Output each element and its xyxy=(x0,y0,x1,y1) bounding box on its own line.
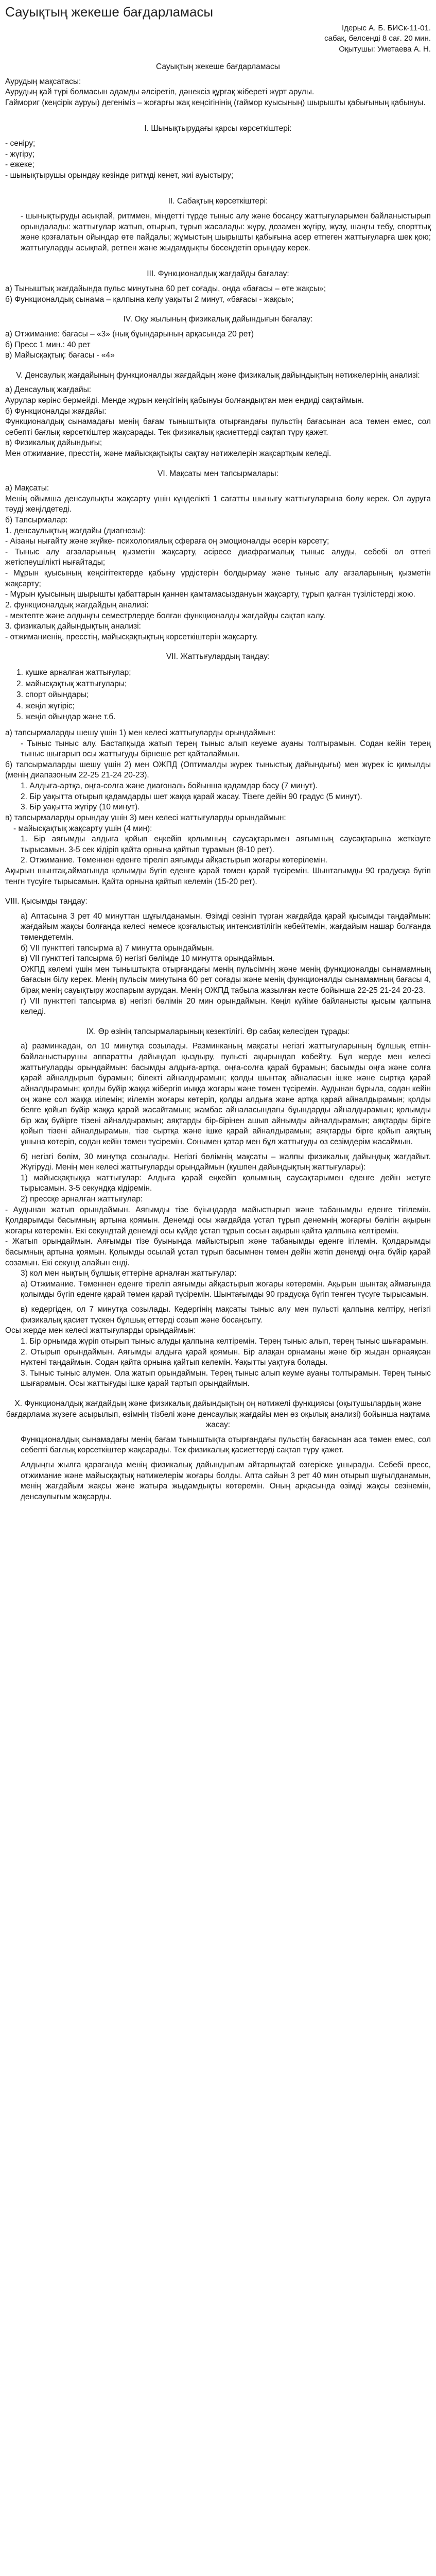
section-6-paragraph: 2. функционалдық жағдайдың анализі: xyxy=(5,600,149,609)
section-9-paragraph: 3) кол мен нықтың бұлшық еттеріне арналған жаттығулар: xyxy=(21,1269,237,1278)
section-3-heading: III. Функционалдық жағдайды бағалау: xyxy=(147,269,289,279)
section-6-paragraph: 1. денсаулықтың жағдайы (диагнозы): xyxy=(5,526,146,535)
section-7-paragraph: 2. Отжимание. Төменнен еденге тіреліп аяғымды айқастырып жоғары көтерілемін. xyxy=(21,856,327,865)
section-10-paragraph: Функционалдық сынамадағы менің бағам тыныштықта отырғандағы пульстің бағасынан аса төмен емес, сол себепті бағлық көрсеткіштер жақсарады. Тек физикалық қасиеттерді сақтап түру қажет. xyxy=(21,1435,431,1455)
section-10-paragraph: Алдыңғы жылға қарағанда менің физикалық дайындығым айтарлықтай өзгеріске ұшырады. Себебі пресс, отжимание және майысқақтық нәтижелерім жоғары болды. Апта сайын 3 рет 40 мин отырып шұғылданамын, менің жағдайым жақсы және жатыра жыдамдықты көтеремін. Оның арқасында өзімді жақсы сезінемін, денсаулығым жақсарды. xyxy=(21,1461,431,1501)
section-2-paragraph: - шынықтыруды асықпай, ритммен, міндетті түрде тыныс алу және босаңсу жаттығуларымен байланыстырып орындалады: жаттығулар жатып, отырып, тұрып жасалады: жүру, дозамен жүгіру, жүзу, шаңғы тебу, спорттық және қозғалатын ойындар өте пайдалы; жұмыстың шырышты қабығына асер етпеген жаттығуларға шек қою; жаттығуларды асықпай, ретпен және жыдамдықты бөсеңдетіп орындау керек. xyxy=(21,212,431,252)
section-1-heading: I. Шынықтырудағы қарсы көрсеткіштері: xyxy=(144,124,292,133)
section-7-paragraph: - майысқақтық жақсарту үшін (4 мин): xyxy=(13,824,152,833)
section-1-item: - сеніру; xyxy=(5,139,36,148)
document-title: Сауықтың жекеше бағдарламасы xyxy=(5,4,214,20)
section-9-paragraph: а) разминкадан, ол 10 минутқа созылады. Разминканың мақсаты негізгі жаттығуларының бұлшық етпін-байланыстырушы аппаратты дайындап қыздыру, пульсті ақырындап көбейту. Бұл жерде мен келесі жаттығуларды орындаймын: басымды алдыға-артқа, оңға-солға қарай бұрамын; басымды оңға және солға қарай айналдырып бұрамын; білекті айналдырамын; қолды шынтақ айналасын ішке және сыртқа қарай айналдырамын; қолды бүйір жаққа жібергіп иыққа жоғары және төмен түсіремін. Аудынан бұрыла, содан кейін оң және сол жаққа иілемін; иілемін жоғары көтеріп, қолды алдыға және артқа қарай айналдырамын; қолды белге қойып бүйір жаққа қарай жасайтамын; жамбас айналасындағы бұындарды айналдырамын; қолымды бір жақ бүйірге тізені айналдырамын; аяқтарды бір-бірінен ашып айнымды айналдырамын; аяқтарды біріге қойып тізені айналдырамын, тізе сыртқа және ішке қарай айналдырамын; аяқтарды бірге қойып аяқтың ұшына көтеріп, содан кейін төмен түсіремін. Сонымен қатар мен бұл жаттығуды өз сезімдерім жасаймын. xyxy=(21,1042,431,1146)
section-8-paragraph: а) Аптасына 3 рет 40 минуттан шұғылданамын. Өзімді сезініп түрган жағдайда қарай қысымды таңдаймын: жағдайым жақсы болғанда келесі немесе қозғалыстық интенсивтілігін көбейтемін, жағдайым нашар болғанда төмендетемін. xyxy=(21,911,431,942)
section-8-paragraph: г) VII пункттегі тапсырма в) негізгі бөлімін 20 мин орындаймын. Көңіл күйіме байланысты қысым қалпына келеді. xyxy=(21,996,431,1016)
section-8-paragraph: в) VII пункттегі тапсырма б) негізгі бөлімде 10 минутта орындаймын. xyxy=(21,954,275,963)
section-6-paragraph: - Мұрын қуысының кеңсігітектерде қабыну үрдістерін болдырмау және тыныс алу ағзаларының қызметін жақсарту; xyxy=(5,569,431,588)
section-1-item: - ежеке; xyxy=(5,160,34,170)
section-8-paragraph: б) VII пункттегі тапсырма а) 7 минутта орындаймын. xyxy=(21,943,214,953)
section-9-paragraph: Осы жерде мен келесі жаттығуларды орындаймын: xyxy=(5,1326,196,1335)
section-7-heading: VII. Жаттығулардың таңдау: xyxy=(166,652,270,662)
section-10-heading: X. Функционалдық жағдайдың және физикалық дайындықтың оң нәтижелі функциясы (оқытушылардың және бағдарлама жүзеге асырылып, өзімнің тізбелі және денсаулық жағдайы мен өз оқылық анализі) бойынша нақтама жасау: xyxy=(6,1399,430,1430)
list-item: 3. спорт ойындары; xyxy=(16,690,89,700)
section-2-heading: II. Сабақтың көрсеткіштері: xyxy=(168,197,268,206)
section-9-paragraph: - Жатып орындаймын. Аяғымды тізе буынында майыстырып және табанымды еденге ігілемін. Қолдарымды басымның артына қоямын. Қолымды осылай ұстап тұрып басымнен төмен дейін жетіп денемді оңға бүйір қарай созамын. Екі секунд алайын енді. xyxy=(5,1237,431,1267)
section-9-paragraph: в) кедергіден, ол 7 минутқа созылады. Кедергінің мақсаты тыныс алу мен пульсті қалпына келтіру, негізгі физикалық қасиет түскен бұлшық еттерді созып және босаңсыту. xyxy=(21,1305,431,1325)
section-7-paragraph: 2. Бір уақытта отырып қадамдарды шет жаққа қарай жасау. Тізеге дейін 90 градус (5 минут). xyxy=(21,792,362,801)
section-9-paragraph: - Аудынан жатып орындаймын. Аяғымды тізе бүіындарда майыстырып және табанымды еденге тігілемін. Қолдарымды басымның артына қоямын. Денемді осы жағдайда үстап тұрып денемнің жоғарғы бөлігін ақырын жоғары көтеремін. Екі секундтай денемді осы күйде ұстап тұрып сосын ақырын қайта қалпына келтіремін. xyxy=(5,1205,431,1235)
list-item: 2. майысқақтық жаттығулары; xyxy=(16,679,127,688)
program-heading: Сауықтың жекеше бағдарламасы xyxy=(156,62,280,71)
list-item: 1. кушке арналған жаттығулар; xyxy=(16,668,131,677)
section-4-item: б) Пресс 1 мин.: 40 рет xyxy=(5,340,91,349)
section-8-heading: VIII. Қысымды таңдау: xyxy=(5,897,88,906)
section-6-paragraph: б) Тапсырмалар: xyxy=(5,516,68,525)
list-item: 4. жеңіл жүгіріс; xyxy=(16,701,75,710)
section-5-paragraph: в) Физикалық дайындығы; xyxy=(5,438,102,448)
section-6-paragraph: - отжиманиенің, пресстің, майысқақтықтың көрсеткіштерін жақсарту. xyxy=(5,632,258,641)
section-6-paragraph: - Тыныс алу ағзаларының қызметін жақсарту, асіресе диафрагмалық тыныс алуды, себебі ол оттегі жетіспеушілікті нығайтады; xyxy=(5,547,431,567)
section-6-paragraph: 3. физикалық дайындықтың анализі: xyxy=(5,622,141,631)
section-7-paragraph: Ақырын шынтақ,аймағында қолымды бүгіп еденге қарай төмен қарай түсіремін. Шынтағымды 90 градусқа бүгіп тенгн түсуіге тырысамын. Қайта орнына қайтып келемін (15-20 рет). xyxy=(5,866,431,886)
section-5-paragraph: Функционалдық сынамадағы менің бағам тыныштықта отырғандағы пульстің бағасынан аса төмен емес, сол себепті бағлық көрсеткіштер жақсарады. Тек физикалық қасиеттерді сақтап түру қажет. xyxy=(5,417,431,437)
section-5-paragraph: Мен отжимание, пресстің, және майысқақтықты сақтау нәтижелерін жақсартқым келеді. xyxy=(5,449,332,458)
section-3-paragraph: б) Функционалдық сынама – қалпына келу уақыты 2 минут, «бағасы - жақсы»; xyxy=(5,295,294,304)
intro-paragraph-3: Гаймориг (кеңсірік ауруы) дегеніміз – жоғарғы жақ кеңсігінінің (гаймор куысының) шырышты қабығының қабынуы. xyxy=(5,98,426,107)
section-9-paragraph: б) негізгі бөлім, 30 минутқа созылады. Негізгі бөлімнің мақсаты – жалпы физикалық дайындық жағдайыт. Жүгіруді. Менің мен келесі жаттығуларды орындаймын (кушпен дайындықтың жаттығулары): xyxy=(21,1152,431,1172)
list-item: 5. жеңіл ойындар және т.б. xyxy=(16,713,116,722)
section-9-paragraph: 2. Отырып орындаймын. Аяғымды алдыға қарай қоямын. Бір алақан орнаманы және бір жыдан орнаяқсан нүктені таңдаймын. Содан қайта орнына қайтып келемін. Ұақытты уақтуға болады. xyxy=(21,1347,431,1367)
section-1-item: - шынықтырушы орындау кезінде ритмді кенет, жиі ауыстыру; xyxy=(5,171,234,180)
section-7-paragraph: - Тыныс тыныс алу. Бастапқыда жатып терең тыныс алып кеуеме ауаны толтырамын. Содан кейін терең тыныс шығарып осы жаттығуды бірнеше рет қайталаймын. xyxy=(21,739,431,759)
section-5-paragraph: а) Денсаулық жағдайы: xyxy=(5,385,92,395)
section-9-paragraph: 1) майысқақтыққа жаттығулар: Алдыға қарай еңкейіп қолымның саусақтарымен еденге дейін жетуге тырысамын. 3-5 секундқа кідіремін. xyxy=(21,1173,431,1193)
section-8-paragraph: ОЖПД көлемі үшін мен тыныштықта отырғандағы менің пульсімнің және менің функционалды сынамамның бағасын білу керек. Менің пульсім минутына 60 рет соғады және менің функционалды сынамамның бағасы 4, бірақ менің сауықтыру жоспарым аурудан. Менің ОЖПД табыла жазылған кесте бойынша 22-25 21-24 20-23. xyxy=(21,964,431,995)
section-7-paragraph: в) тапсырмаларды орындау үшін 3) мен келесі жаттығуларды орындаймын: xyxy=(5,813,286,822)
author-line: Ідерыс А. Б. БИСк-11-01. xyxy=(341,24,431,33)
document-meta xyxy=(5,23,431,55)
section-3-paragraph: а) Тыныштық жағдайында пульс минутына 60 рет соғады, онда «бағасы – өте жақсы»; xyxy=(5,284,326,294)
section-9-heading: IX. Өр өзінің тапсырмаларының кезектілігі. Өр сабақ келесіден тұрады: xyxy=(86,1027,350,1036)
section-9-paragraph: а) Отжимание. Төменнен еденге тіреліп аяғымды айқастырып жоғары көтеремін. Ақырын шынтақ аймағында қолымды бүгіп еденге қарай төмен қарай түсіремін. Шынтағымды 90 градусқа бүгіп тенген түсуге тырысамын. xyxy=(21,1279,431,1299)
section-1-item: - жүгіру; xyxy=(5,149,35,159)
intro-paragraph-2: Аурудың қай түрі болмасын адамды әлсіретіп, дәнексіз құрғақ жібереті жүрт арулы. xyxy=(5,88,315,97)
section-6-paragraph: - Аізаны нығайту және жүйке- психологиялық сфераға оң эмоционалды әсерін көрсету; xyxy=(5,537,329,546)
section-6-paragraph: а) Мақсаты: xyxy=(5,484,49,493)
section-6-paragraph: - мектепте және алдыңғы семестрлерде болған функционалды жағдайды сақтап калу. xyxy=(5,611,325,620)
section-9-paragraph: 3. Тыныс тыныс алумен. Ола жатып орындаймын. Терең тыныс алып кеуме ауаны толтырамын. Терең тыныс шығарамын. Осы жаттығуды ішке қарай тартып орындаймын. xyxy=(21,1368,431,1388)
section-4-heading: IV. Оқу жылының физикалық дайындығын бағалау: xyxy=(123,315,313,324)
section-6-paragraph: Менің ойымша денсаулықты жақсарту үшін күнделікті 1 сағатты шынығу жаттығуларына бөлу керек. Ол ауруға тәуді жеңілдетеді. xyxy=(5,494,431,514)
section-6-paragraph: - Мұрын қуысының шырышты қабаттарын қаннен қамтамасыздануын жақсарту, тұрып қалған түзілістерді жою. xyxy=(5,590,415,599)
section-9-paragraph: 1. Бір орнымда жүріп отырып тыныс алуды қалпына келтіремін. Терең тыныс алып, терең тыныс шығарамын. xyxy=(21,1336,428,1346)
section-7-paragraph: б) тапсырмаларды шешу үшін 2) мен ОЖПД (Оптималды жүрек тыныстық дайындығы) мен жүрек іс қимылды (менің диапазоным 22-25 21-24 20-23). xyxy=(5,760,431,780)
section-6-heading: VI. Мақсаты мен тапсырмалары: xyxy=(158,469,278,478)
section-7-paragraph: 3. Бір уақытта жүгіру (10 минут). xyxy=(21,803,140,812)
teacher-line: Оқытушы: Уметаева А. Н. xyxy=(339,44,431,54)
section-4-item: в) Майысқақтық: бағасы - «4» xyxy=(5,351,115,360)
section-5-paragraph: Аурулар көрінс бермейді. Менде жұрын кеңсігінің қабынуы болғандықтан мен ендиді сақтаймын. xyxy=(5,396,364,405)
intro-paragraph-1: Аурудың мақсатасы: xyxy=(5,77,81,86)
exercise-list xyxy=(5,668,431,723)
section-5-heading: V. Денсаулық жағдайының функционалды жағдайдың және физикалық дайындықтың нәтижелерінің анализі: xyxy=(16,370,420,380)
section-4-item: а) Отжимание: бағасы – «3» (нық бұындарының арқасында 20 рет) xyxy=(5,329,254,338)
section-7-paragraph: 1. Алдыға-артқа, оңға-солға және диагональ бойынша қадамдар басу (7 минут). xyxy=(21,782,318,791)
section-7-paragraph: а) тапсырмаларды шешу үшін 1) мен келесі жаттығуларды орындаймын: xyxy=(5,728,276,738)
section-5-paragraph: б) Функционалды жағдайы: xyxy=(5,406,107,416)
section-9-paragraph: 2) прессқе арналған жаттығулар: xyxy=(21,1195,143,1204)
section-7-paragraph: 1. Бір аяғымды алдыға қойып еңкейіп қолымның саусақтарымен аяғымның саусақтарына жеткізуге тырысамын. 3-5 сек кідіріп қайта орнына қайтып тұрамын (8-10 рет). xyxy=(21,835,431,854)
class-line: сабақ, белсенді 8 сағ. 20 мин. xyxy=(324,34,431,43)
